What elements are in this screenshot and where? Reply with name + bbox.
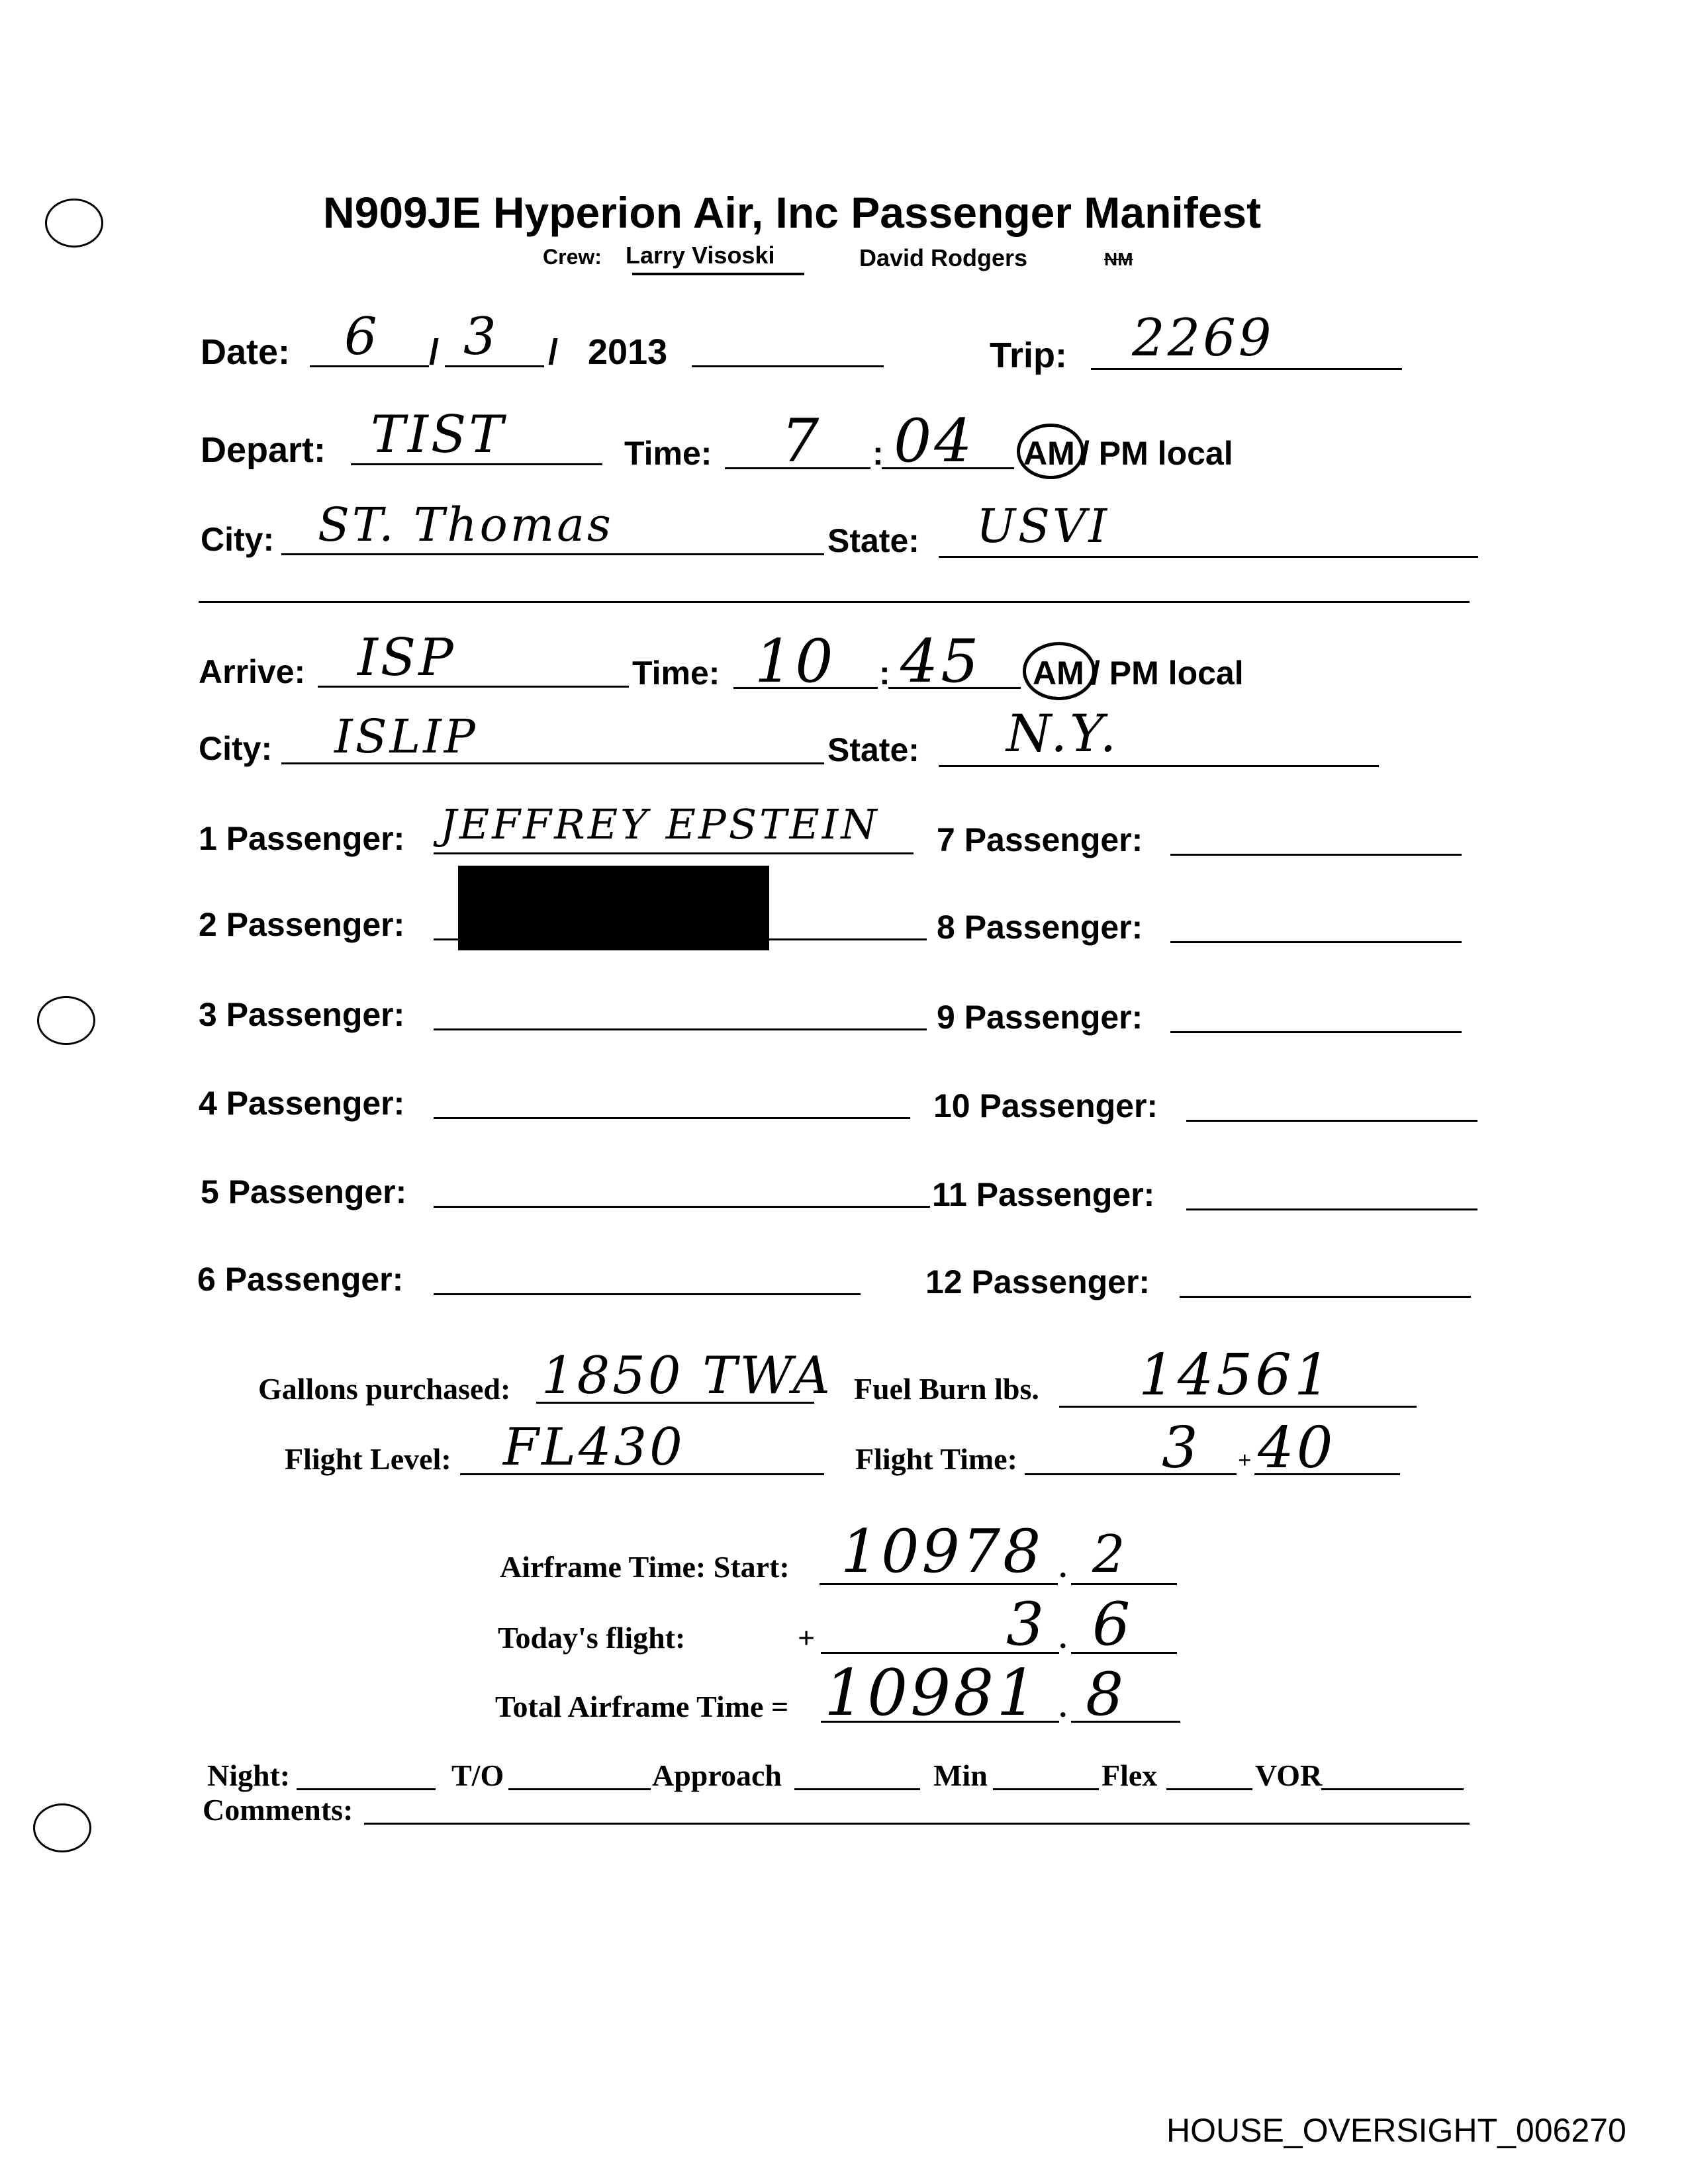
- vor-line: [1321, 1788, 1464, 1790]
- passenger-10-line: [1186, 1120, 1477, 1122]
- min-label: Min: [933, 1758, 988, 1792]
- passenger-9-line: [1170, 1031, 1462, 1033]
- depart-city-line: [281, 553, 824, 555]
- passenger-10-label: 10 Passenger:: [933, 1087, 1158, 1124]
- todays-flight-plus: +: [798, 1621, 816, 1655]
- night-line: [297, 1788, 436, 1790]
- arrive-am: AM: [1033, 655, 1084, 692]
- crew-member-1: Larry Visoski: [626, 242, 775, 269]
- passenger-8-label: 8 Passenger:: [937, 909, 1143, 946]
- passenger-1-label: 1 Passenger:: [199, 820, 405, 857]
- flight-time-label: Flight Time:: [855, 1442, 1017, 1476]
- passenger-7-line: [1170, 854, 1462, 856]
- passenger-3-label: 3 Passenger:: [199, 996, 405, 1033]
- to-label: T/O: [451, 1758, 504, 1792]
- flex-label: Flex: [1102, 1758, 1158, 1792]
- arrive-state-label: State:: [827, 731, 919, 768]
- airframe-start-value: 10978: [841, 1517, 1044, 1586]
- min-line: [993, 1788, 1099, 1790]
- arrive-state: N.Y.: [1006, 704, 1119, 764]
- passenger-1-name: JEFFREY EPSTEIN: [440, 800, 880, 848]
- passenger-9-label: 9 Passenger:: [937, 999, 1143, 1036]
- vor-label: VOR: [1255, 1758, 1323, 1792]
- todays-flight-decimal: 6: [1092, 1590, 1133, 1659]
- passenger-11-label: 11 Passenger:: [932, 1176, 1155, 1213]
- fuel-burn-label: Fuel Burn lbs.: [854, 1372, 1039, 1406]
- crew-member-3: NM: [1104, 249, 1133, 269]
- depart-minute: 04: [894, 406, 975, 476]
- bates-stamp: HOUSE_OVERSIGHT_006270: [1166, 2112, 1626, 2149]
- gallons-label: Gallons purchased:: [258, 1372, 511, 1406]
- depart-hour: 7: [781, 406, 822, 476]
- depart-time-label: Time:: [624, 435, 712, 472]
- arrive-state-line: [939, 765, 1379, 767]
- airframe-start-label: Airframe Time: Start:: [500, 1550, 790, 1584]
- total-airframe-value: 10981: [824, 1656, 1040, 1730]
- flex-line: [1166, 1788, 1252, 1790]
- passenger-1-line: [434, 852, 914, 854]
- fuel-burn-value: 14561: [1139, 1342, 1333, 1408]
- todays-flight-value: 3: [1006, 1590, 1047, 1659]
- date-label: Date:: [201, 332, 291, 372]
- passenger-6-line: [434, 1293, 861, 1295]
- depart-city: ST. Thomas: [318, 498, 614, 552]
- arrive-time-label: Time:: [632, 655, 720, 692]
- crew-underline: [632, 273, 804, 275]
- trip-label: Trip:: [990, 336, 1067, 375]
- arrive-city: ISLIP: [334, 709, 478, 764]
- binder-hole-top: [45, 199, 103, 248]
- todays-flight-label: Today's flight:: [498, 1621, 686, 1655]
- passenger-2-label: 2 Passenger:: [199, 906, 405, 943]
- comments-line: [364, 1823, 1470, 1825]
- flight-level-label: Flight Level:: [285, 1442, 451, 1476]
- passenger-12-line: [1180, 1296, 1471, 1298]
- total-airframe-label: Total Airframe Time =: [495, 1690, 789, 1723]
- depart-state: USVI: [976, 499, 1110, 553]
- flight-time-hours-line: [1025, 1473, 1237, 1475]
- to-line: [508, 1788, 651, 1790]
- comments-label: Comments:: [203, 1793, 353, 1827]
- trip-number: 2269: [1132, 308, 1274, 368]
- arrive-minute: 45: [900, 627, 982, 696]
- depart-state-label: State:: [827, 522, 919, 559]
- flight-time-hours: 3: [1162, 1415, 1201, 1481]
- depart-city-label: City:: [201, 521, 275, 558]
- total-airframe-decimal: 8: [1086, 1660, 1127, 1729]
- arrive-hour: 10: [755, 627, 836, 696]
- flight-time-plus: +: [1238, 1447, 1252, 1473]
- page-title: N909JE Hyperion Air, Inc Passenger Manifest: [323, 188, 1262, 237]
- passenger-12-label: 12 Passenger:: [925, 1263, 1150, 1300]
- approach-line: [794, 1788, 920, 1790]
- date-trailing-line: [692, 365, 884, 367]
- passenger-6-label: 6 Passenger:: [197, 1261, 404, 1298]
- passenger-5-line: [434, 1206, 930, 1208]
- binder-hole-bottom: [33, 1803, 91, 1852]
- passenger-7-label: 7 Passenger:: [937, 821, 1143, 858]
- passenger-11-line: [1186, 1208, 1477, 1210]
- depart-am: AM: [1023, 435, 1075, 472]
- arrive-pm-local: / PM local: [1091, 655, 1244, 692]
- crew-label: Crew:: [543, 245, 602, 269]
- trip-line: [1091, 368, 1402, 370]
- arrive-label: Arrive:: [199, 653, 306, 690]
- passenger-3-line: [434, 1028, 927, 1030]
- depart-pm-local: / PM local: [1080, 435, 1233, 472]
- passenger-4-line: [434, 1117, 910, 1119]
- gallons-value: 1850 TWA: [541, 1346, 833, 1406]
- date-day: 3: [463, 307, 499, 367]
- binder-hole-middle: [37, 996, 95, 1045]
- date-year: 2013: [588, 332, 668, 372]
- passenger-5-label: 5 Passenger:: [201, 1173, 407, 1210]
- crew-member-2: David Rodgers: [859, 244, 1028, 271]
- arrive-city-label: City:: [199, 730, 273, 767]
- flight-level-value: FL430: [503, 1418, 685, 1477]
- depart-label: Depart:: [201, 430, 326, 470]
- night-label: Night:: [207, 1758, 291, 1792]
- depart-state-line: [939, 556, 1478, 558]
- flight-time-minutes: 40: [1258, 1415, 1336, 1481]
- airframe-start-decimal: 2: [1092, 1525, 1128, 1584]
- passenger-4-label: 4 Passenger:: [199, 1085, 405, 1122]
- approach-label: Approach: [652, 1758, 782, 1792]
- date-month: 6: [344, 307, 380, 367]
- depart-airport: TIST: [371, 405, 506, 465]
- redaction-box: [458, 866, 769, 950]
- passenger-8-line: [1170, 941, 1462, 943]
- arrive-airport: ISP: [357, 628, 456, 688]
- separator-line: [199, 601, 1470, 603]
